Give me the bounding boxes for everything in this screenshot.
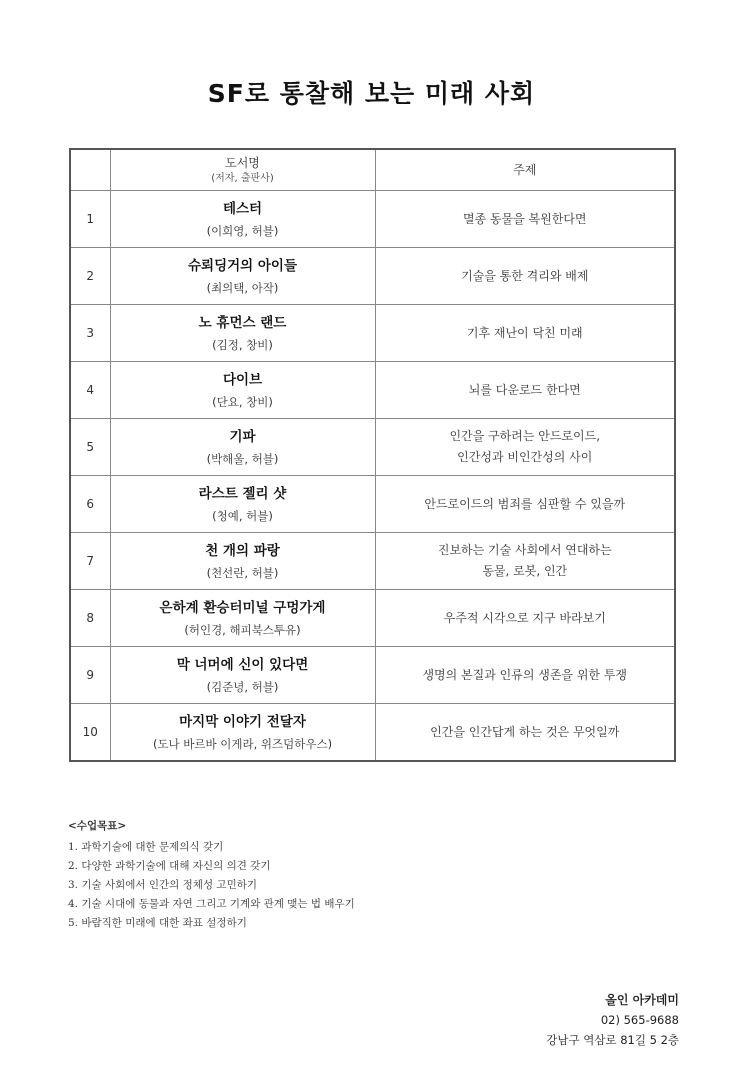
theme-cell — [375, 419, 675, 476]
theme-cell — [375, 704, 675, 762]
book-title: 슈뢰딩거의 아이들 — [187, 257, 298, 274]
book-author-publisher: (천선란, 허블) — [206, 565, 279, 580]
row-number: 1 — [70, 191, 110, 248]
book-author-publisher: (박해울, 허블) — [206, 451, 279, 466]
book-cell — [110, 590, 375, 647]
table-row — [70, 419, 675, 476]
header-theme-label: 주제 — [513, 163, 537, 177]
row-number: 8 — [70, 590, 110, 647]
book-cell — [110, 647, 375, 704]
academy-info — [546, 990, 679, 1050]
table-row — [70, 533, 675, 590]
book-cell — [110, 305, 375, 362]
book-author-publisher: (단요, 창비) — [212, 394, 273, 409]
academy-phone: 02) 565-9688 — [600, 1013, 679, 1027]
table-row — [70, 590, 675, 647]
goal-item: 3. 기술 사회에서 인간의 정체성 고민하기 — [68, 879, 257, 891]
header-number — [70, 149, 110, 191]
goals-list — [68, 838, 355, 933]
academy-address: 강남구 역삼로 81길 5 2층 — [546, 1033, 679, 1047]
book-cell — [110, 419, 375, 476]
goal-item: 1. 과학기술에 대한 문제의식 갖기 — [68, 841, 224, 853]
goals-heading: <수업목표> — [68, 820, 127, 832]
theme-cell — [375, 191, 675, 248]
book-title: 라스트 젤리 샷 — [198, 485, 287, 502]
book-title: 은하계 환승터미널 구멍가게 — [159, 599, 326, 616]
row-number: 6 — [70, 476, 110, 533]
book-author-publisher: (허인경, 해피북스투유) — [184, 622, 301, 637]
theme-cell — [375, 476, 675, 533]
book-title: 다이브 — [222, 371, 263, 388]
book-title: 마지막 이야기 전달자 — [179, 713, 306, 730]
header-book-label: 도서명 — [225, 156, 260, 170]
book-title: 막 너머에 신이 있다면 — [176, 656, 309, 673]
goal-item: 4. 기술 시대에 동물과 자연 그리고 기계와 관계 맺는 법 배우기 — [68, 898, 355, 910]
table-row — [70, 248, 675, 305]
book-title: 천 개의 파랑 — [205, 542, 280, 559]
book-author-publisher: (최의택, 아작) — [206, 280, 279, 295]
theme-text: 인간을 인간답게 하는 것은 무엇일까 — [430, 724, 620, 739]
class-goals — [68, 818, 355, 933]
table-row — [70, 362, 675, 419]
theme-text: 기후 재난이 닥친 미래 — [466, 325, 583, 340]
book-author-publisher: (청예, 허블) — [212, 508, 273, 523]
book-author-publisher: (이희영, 허블) — [206, 223, 279, 238]
book-title: 테스터 — [222, 200, 263, 217]
goal-item: 5. 바람직한 미래에 대한 좌표 설정하기 — [68, 917, 247, 929]
header-book-sublabel: (저자, 출판사) — [211, 173, 274, 184]
header-book — [110, 149, 375, 191]
table-row — [70, 191, 675, 248]
theme-text: 인간을 구하려는 안드로이드, — [449, 429, 601, 443]
table-header-row — [70, 149, 675, 191]
table-row — [70, 647, 675, 704]
book-title: 노 휴먼스 랜드 — [198, 314, 287, 331]
table-row — [70, 704, 675, 762]
book-cell — [110, 362, 375, 419]
book-author-publisher: (도나 바르바 이게라, 위즈덤하우스) — [152, 736, 333, 751]
theme-text: 동물, 로봇, 인간 — [482, 564, 568, 578]
theme-cell — [375, 533, 675, 590]
theme-text: 우주적 시각으로 지구 바라보기 — [443, 610, 606, 625]
theme-cell — [375, 362, 675, 419]
book-cell — [110, 191, 375, 248]
table-row — [70, 476, 675, 533]
theme-cell — [375, 590, 675, 647]
theme-text: 멸종 동물을 복원한다면 — [462, 211, 587, 226]
theme-text: 안드로이드의 범죄를 심판할 수 있을까 — [424, 496, 626, 511]
table-row — [70, 305, 675, 362]
theme-text: 기술을 통한 격리와 배제 — [461, 268, 589, 283]
theme-text: 생명의 본질과 인류의 생존을 위한 투쟁 — [422, 667, 628, 682]
book-table-body — [70, 191, 675, 762]
book-cell — [110, 476, 375, 533]
book-cell — [110, 248, 375, 305]
row-number: 5 — [70, 419, 110, 476]
book-author-publisher: (김정, 창비) — [212, 337, 273, 352]
book-title: 기파 — [229, 428, 256, 445]
theme-text: 인간성과 비인간성의 사이 — [457, 450, 593, 464]
row-number: 10 — [70, 704, 110, 762]
book-cell — [110, 533, 375, 590]
theme-cell — [375, 647, 675, 704]
goal-item: 2. 다양한 과학기술에 대해 자신의 의견 갖기 — [68, 860, 271, 872]
book-table — [69, 148, 676, 762]
book-cell — [110, 704, 375, 762]
page-title: SF로 통찰해 보는 미래 사회 — [207, 79, 536, 108]
row-number: 9 — [70, 647, 110, 704]
book-author-publisher: (김준녕, 허블) — [206, 679, 279, 694]
row-number: 2 — [70, 248, 110, 305]
theme-cell — [375, 248, 675, 305]
row-number: 3 — [70, 305, 110, 362]
theme-cell — [375, 305, 675, 362]
theme-text: 진보하는 기술 사회에서 연대하는 — [437, 543, 612, 557]
row-number: 4 — [70, 362, 110, 419]
academy-name: 올인 아카데미 — [605, 993, 679, 1007]
theme-text: 뇌를 다운로드 한다면 — [468, 382, 581, 397]
header-theme — [375, 149, 675, 191]
row-number: 7 — [70, 533, 110, 590]
